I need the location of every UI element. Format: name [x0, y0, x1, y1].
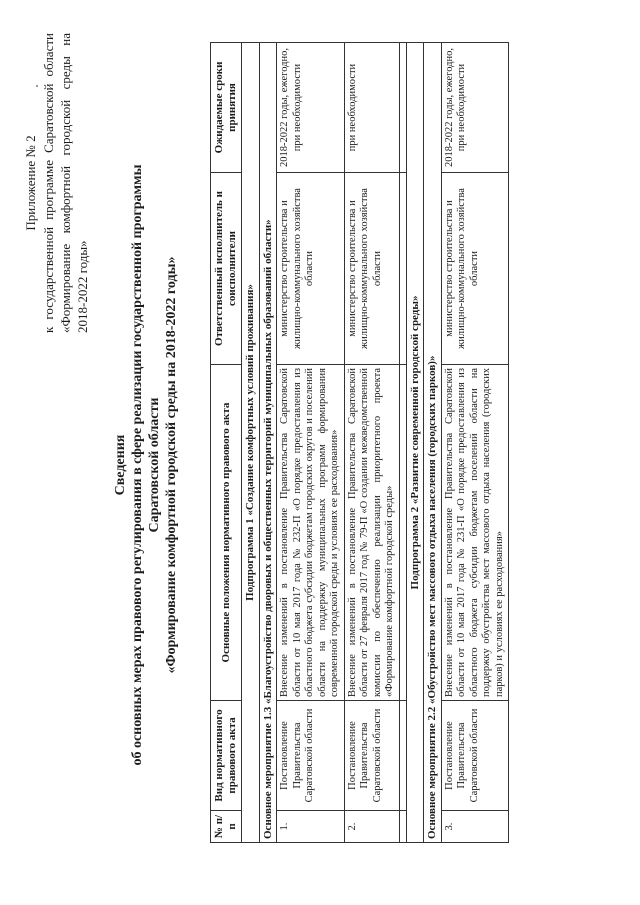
regulation-table [210, 42, 509, 843]
header-deadline: Ожидаемые сроки принятия [211, 43, 242, 173]
subprogram-2-title: Подпрограмма 2 «Развитие современной городской среды» [406, 43, 424, 843]
row-num: 2. [344, 811, 399, 843]
spacer-cell [399, 173, 406, 365]
row-deadline: 2018-2022 годы, ежегодно, при необходимости [441, 43, 509, 173]
spacer-cell [399, 811, 406, 843]
header-type: Вид нормативного правового акта [211, 701, 242, 811]
appendix-text: к государственной программе Саратовской области «Формирование комфортной городской среды на 2018-2022 годы» [41, 33, 90, 333]
row-type: Постановление Правительства Саратовской области [344, 701, 399, 811]
subprogram-1-title: Подпрограмма 1 «Создание комфортных условий проживания» [242, 43, 260, 843]
row-executor: министерство строительства и жилищно-коммунального хозяйства области [344, 173, 399, 365]
row-type: Постановление Правительства Саратовской области [441, 701, 509, 811]
header-provisions: Основные положения нормативного правового акта [211, 365, 242, 701]
spacer-cell [399, 43, 406, 173]
spacer-row [399, 43, 406, 843]
row-provisions: Внесение изменений в постановление Правительства Саратовской области от 10 мая 2017 года № 231-П «О порядке предоставления из областного бюджета субсидии бюджетам поселений области на поддержку обустройства мест массового отдыха населения (городских парков) и условиях ее расходования» [441, 365, 509, 701]
appendix-block [22, 33, 91, 333]
table-row [441, 43, 509, 843]
measure-2-2-title: Основное мероприятие 2.2 «Обустройство мест массового отдыха населения (городских парков)» [424, 43, 442, 843]
measure-1-3-row [259, 43, 277, 843]
row-executor: министерство строительства и жилищно-коммунального хозяйства области [441, 173, 509, 365]
row-provisions: Внесение изменений в постановление Правительства Саратовской области от 10 мая 2017 года № 232-П «О порядке предоставления из областного бюджета субсидии бюджетам городских округов и поселений области на поддержку муниципальных программ формирования современной городской среды и условиях ее расходования» [277, 365, 345, 701]
row-type: Постановление Правительства Саратовской области [277, 701, 345, 811]
heading-line-3: «Формирование комфортной городской среды на 2018-2022 годы» [164, 256, 179, 674]
measure-2-2-row [424, 43, 442, 843]
table-row [344, 43, 399, 843]
header-num: № п/п [211, 811, 242, 843]
row-num: 1. [277, 811, 345, 843]
spacer-cell [399, 365, 406, 701]
heading-line-1: Сведения [113, 434, 128, 496]
table-row [277, 43, 345, 843]
subprogram-2-row [406, 43, 424, 843]
spacer-cell [399, 701, 406, 811]
subprogram-1-row [242, 43, 260, 843]
heading-line-2: об основных мерах правового регулирования в сфере реализации государственной программы Саратовской области [130, 164, 162, 766]
row-deadline: при необходимости [344, 43, 399, 173]
appendix-title: Приложение № 2 [23, 135, 38, 231]
row-deadline: 2018-2022 годы, ежегодно, при необходимости [277, 43, 345, 173]
row-num: 3. [441, 811, 509, 843]
row-executor: министерство строительства и жилищно-коммунального хозяйства области [277, 173, 345, 365]
document-heading [112, 145, 180, 785]
header-executor: Ответственный исполнитель и соисполнители [211, 173, 242, 365]
row-provisions: Внесение изменений в постановление Правительства Саратовской области от 27 февраля 2017 год № 79-П «О создании межведомственной комиссии по обеспечению реализации приоритетного проекта «Формирование комфортной городской среды» [344, 365, 399, 701]
table-header-row [211, 43, 242, 843]
measure-1-3-title: Основное мероприятие 1.3 «Благоустройство дворовых и общественных территорий муниципальных образований области» [259, 43, 277, 843]
